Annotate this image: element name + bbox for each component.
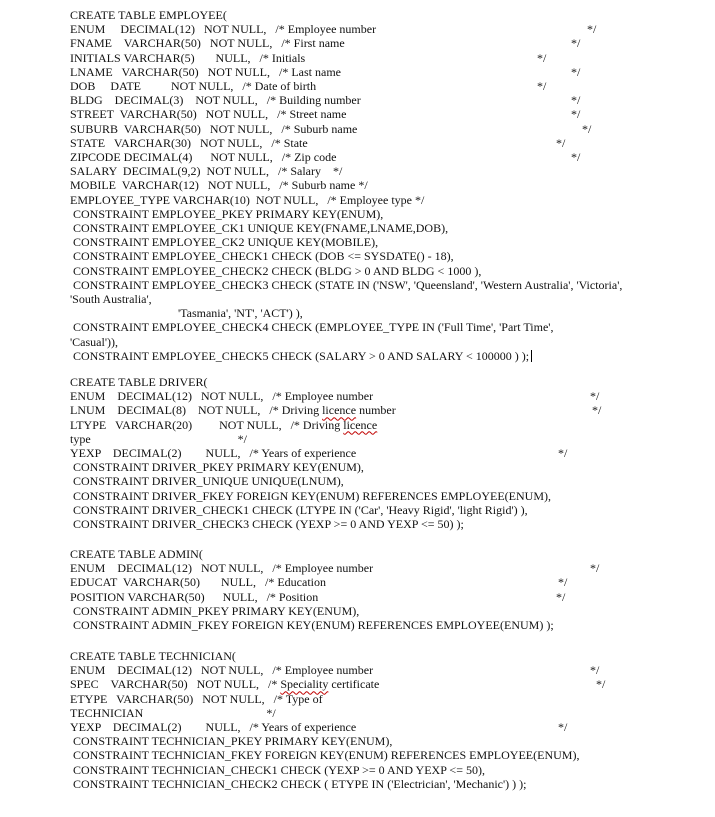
code-line: TECHNICIAN */ [70, 705, 276, 720]
text-cursor [531, 350, 532, 362]
code-line: LNAME VARCHAR(50) NOT NULL, /* Last name [70, 64, 341, 79]
code-line: ENUM DECIMAL(12) NOT NULL, /* Employee number [70, 22, 377, 37]
code-line: CONSTRAINT TECHNICIAN_PKEY PRIMARY KEY(ENUM), [70, 734, 393, 749]
code-line: DOB DATE NOT NULL, /* Date of birth [70, 79, 317, 93]
comment-close: */ [571, 36, 581, 51]
comment-close: */ [590, 663, 600, 678]
comment-close: */ [556, 135, 566, 150]
code-line: ETYPE VARCHAR(50) NOT NULL, /* Type of [70, 691, 323, 706]
code-line: CREATE TABLE ADMIN( [70, 547, 203, 561]
comment-close: */ [571, 107, 581, 122]
comment-close: */ [558, 720, 568, 734]
code-line: CONSTRAINT DRIVER_PKEY PRIMARY KEY(ENUM), [70, 460, 364, 475]
code-line: CONSTRAINT EMPLOYEE_CHECK5 CHECK (SALARY > 0 AND SALARY < 100000 ) ); [70, 349, 532, 363]
comment-close: */ [592, 403, 602, 418]
code-line: CONSTRAINT DRIVER_FKEY FOREIGN KEY(ENUM) REFERENCES EMPLOYEE(ENUM), [70, 488, 551, 503]
code-line: type */ [70, 431, 247, 446]
comment-close: */ [582, 121, 592, 136]
code-line: STREET VARCHAR(50) NOT NULL, /* Street name [70, 107, 347, 122]
comment-close: */ [590, 561, 600, 576]
code-line: SUBURB VARCHAR(50) NOT NULL, /* Suburb name [70, 121, 358, 136]
code-line: CONSTRAINT EMPLOYEE_CHECK1 CHECK (DOB <= SYSDATE() - 18), [70, 249, 454, 264]
comment-close: */ [571, 64, 581, 79]
comment-close: */ [587, 22, 597, 37]
code-line: POSITION VARCHAR(50) NULL, /* Position [70, 589, 319, 604]
code-line: 'Casual')), [70, 334, 118, 349]
code-line: 'South Australia', [70, 292, 152, 306]
code-line: CONSTRAINT TECHNICIAN_FKEY FOREIGN KEY(ENUM) REFERENCES EMPLOYEE(ENUM), [70, 748, 580, 763]
comment-close: */ [537, 79, 547, 93]
code-line: CONSTRAINT EMPLOYEE_CHECK3 CHECK (STATE IN ('NSW', 'Queensland', 'Western Australia', 'Victoria', [70, 277, 623, 292]
spellcheck-underline: Speciality [280, 677, 329, 692]
code-line: LNUM DECIMAL(8) NOT NULL, /* Driving licence number [70, 403, 396, 418]
code-line: ENUM DECIMAL(12) NOT NULL, /* Employee number [70, 561, 374, 576]
code-line: CONSTRAINT DRIVER_CHECK1 CHECK (LTYPE IN ('Car', 'Heavy Rigid', 'light Rigid') ), [70, 502, 528, 517]
code-line: MOBILE VARCHAR(12) NOT NULL, /* Suburb name */ [70, 178, 368, 193]
code-line: 'Tasmania', 'NT', 'ACT') ), [70, 306, 303, 321]
code-line: LTYPE VARCHAR(20) NOT NULL, /* Driving licence [70, 417, 378, 432]
code-line: CREATE TABLE DRIVER( [70, 375, 208, 389]
code-line: YEXP DECIMAL(2) NULL, /* Years of experience [70, 720, 357, 734]
comment-close: */ [596, 677, 606, 692]
code-line: CREATE TABLE EMPLOYEE( [70, 8, 227, 22]
spellcheck-underline: licence [343, 417, 378, 432]
code-line: CONSTRAINT ADMIN_PKEY PRIMARY KEY(ENUM), [70, 603, 360, 618]
comment-close: */ [590, 389, 600, 404]
code-line: CONSTRAINT EMPLOYEE_CHECK2 CHECK (BLDG > 0 AND BLDG < 1000 ), [70, 263, 482, 278]
code-line: CONSTRAINT DRIVER_UNIQUE UNIQUE(LNUM), [70, 474, 344, 489]
comment-close: */ [558, 446, 568, 460]
code-line: CONSTRAINT EMPLOYEE_CHECK4 CHECK (EMPLOYEE_TYPE IN ('Full Time', 'Part Time', [70, 320, 554, 335]
code-line: CONSTRAINT DRIVER_CHECK3 CHECK (YEXP >= 0 AND YEXP <= 50) ); [70, 517, 464, 531]
comment-close: */ [571, 150, 581, 164]
code-line: ENUM DECIMAL(12) NOT NULL, /* Employee number [70, 663, 374, 678]
code-line: CONSTRAINT EMPLOYEE_CK2 UNIQUE KEY(MOBILE), [70, 235, 379, 250]
code-line: CREATE TABLE TECHNICIAN( [70, 649, 236, 663]
code-line: SALARY DECIMAL(9,2) NOT NULL, /* Salary */ [70, 164, 343, 179]
comment-close: */ [571, 93, 581, 108]
code-line: ENUM DECIMAL(12) NOT NULL, /* Employee number [70, 389, 374, 404]
comment-close: */ [558, 575, 568, 590]
code-line: EDUCAT VARCHAR(50) NULL, /* Education [70, 575, 326, 590]
code-line: YEXP DECIMAL(2) NULL, /* Years of experience [70, 446, 357, 460]
code-line: CONSTRAINT TECHNICIAN_CHECK1 CHECK (YEXP >= 0 AND YEXP <= 50), [70, 762, 485, 777]
code-line: CONSTRAINT EMPLOYEE_CK1 UNIQUE KEY(FNAME,LNAME,DOB), [70, 221, 449, 235]
code-line: STATE VARCHAR(30) NOT NULL, /* State [70, 135, 308, 150]
code-line: INITIALS VARCHAR(5) NULL, /* Initials [70, 50, 306, 65]
code-line: FNAME VARCHAR(50) NOT NULL, /* First name [70, 36, 345, 51]
code-line: CONSTRAINT EMPLOYEE_PKEY PRIMARY KEY(ENUM), [70, 206, 384, 221]
code-line: EMPLOYEE_TYPE VARCHAR(10) NOT NULL, /* Employee type */ [70, 192, 425, 207]
code-line: SPEC VARCHAR(50) NOT NULL, /* Speciality certificate [70, 677, 380, 692]
code-line: CONSTRAINT ADMIN_FKEY FOREIGN KEY(ENUM) REFERENCES EMPLOYEE(ENUM) ); [70, 618, 554, 632]
spellcheck-underline: licence [322, 403, 357, 418]
code-line: BLDG DECIMAL(3) NOT NULL, /* Building number [70, 93, 361, 108]
code-line: ZIPCODE DECIMAL(4) NOT NULL, /* Zip code [70, 150, 337, 164]
code-line: CONSTRAINT TECHNICIAN_CHECK2 CHECK ( ETYPE IN ('Electrician', 'Mechanic') ) ); [70, 776, 527, 791]
comment-close: */ [556, 589, 566, 604]
comment-close: */ [537, 50, 547, 65]
